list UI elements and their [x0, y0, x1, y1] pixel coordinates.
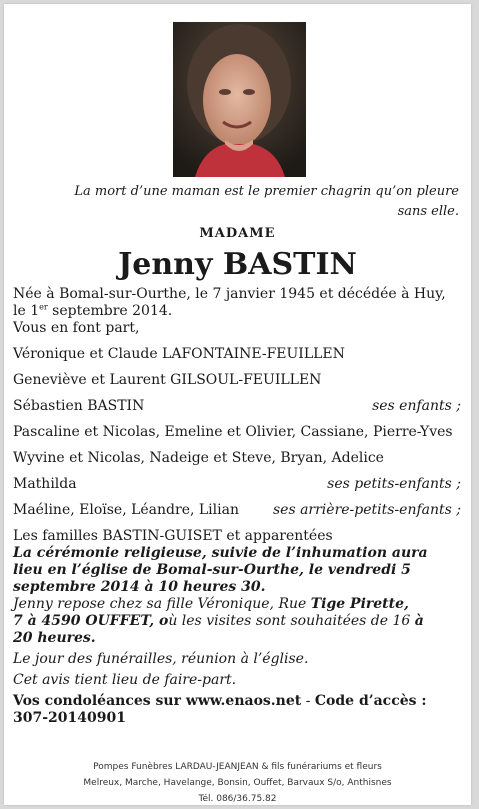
condolences-text: Vos condoléances sur www.enaos.net - Code d’accès : 307-20140901	[13, 693, 427, 726]
footer-line: Pompes Funèbres LARDAU-JEANJEAN & fils funérariums et fleurs	[93, 762, 382, 772]
footer-line: Melreux, Marche, Havelange, Bonsin, Ouffet, Barvaux S/o, Anthisnes	[83, 778, 392, 788]
role-children: ses enfants ;	[372, 398, 461, 414]
grandchild-line: Wyvine et Nicolas, Nadeige et Steve, Bryan, Adelice	[13, 450, 384, 466]
role-great-grandchildren: ses arrière-petits-enfants ;	[272, 502, 461, 518]
footer-phone: Tél. 086/36.75.82	[198, 794, 277, 804]
portrait-photo	[173, 22, 306, 177]
intro-line: Vous en font part,	[13, 320, 140, 336]
grandchild-line-role: Mathilda ses petits-enfants ;	[13, 476, 461, 492]
birth-line: Née à Bomal-sur-Ourthe, le 7 janvier 1945 et décédée à Huy,	[13, 286, 446, 302]
child-line: Véronique et Claude LAFONTAINE-FEUILLEN	[13, 346, 345, 362]
death-line: le 1er septembre 2014.	[13, 302, 173, 319]
role-grandchildren: ses petits-enfants ;	[327, 476, 461, 492]
families-line: Les familles BASTIN-GUISET et apparentées	[13, 528, 333, 544]
notice-text: Cet avis tient lieu de faire-part.	[13, 672, 237, 688]
quote: La mort d’une maman est le premier chagrin qu’on pleure sans elle.	[74, 184, 459, 219]
child-line-role: Sébastien BASTIN ses enfants ;	[13, 398, 461, 414]
rest-text: Jenny repose chez sa fille Véronique, Rue Tige Pirette, 7 à 4590 OUFFET, où les visites sont souhaitées de 16 à 20 heures.	[13, 596, 424, 646]
grandchild-line: Pascaline et Nicolas, Emeline et Olivier, Cassiane, Pierre-Yves	[13, 424, 453, 440]
funeral-day-text: Le jour des funérailles, réunion à l’église.	[13, 651, 309, 667]
honorific: MADAME	[199, 226, 276, 241]
obituary-card	[4, 4, 471, 805]
ceremony-text: La cérémonie religieuse, suivie de l’inhumation aura lieu en l’église de Bomal-sur-Ourthe, le vendredi 5 septembre 2014 à 10 heures 30.	[13, 545, 428, 595]
child-line: Geneviève et Laurent GILSOUL-FEUILLEN	[13, 372, 322, 388]
funeral-home-footer	[4, 759, 471, 807]
great-grandchild-line-role: Maéline, Eloïse, Léandre, Lilian ses arrière-petits-enfants ;	[13, 502, 461, 518]
deceased-name: Jenny BASTIN	[118, 247, 357, 282]
announcement-body	[13, 286, 461, 727]
